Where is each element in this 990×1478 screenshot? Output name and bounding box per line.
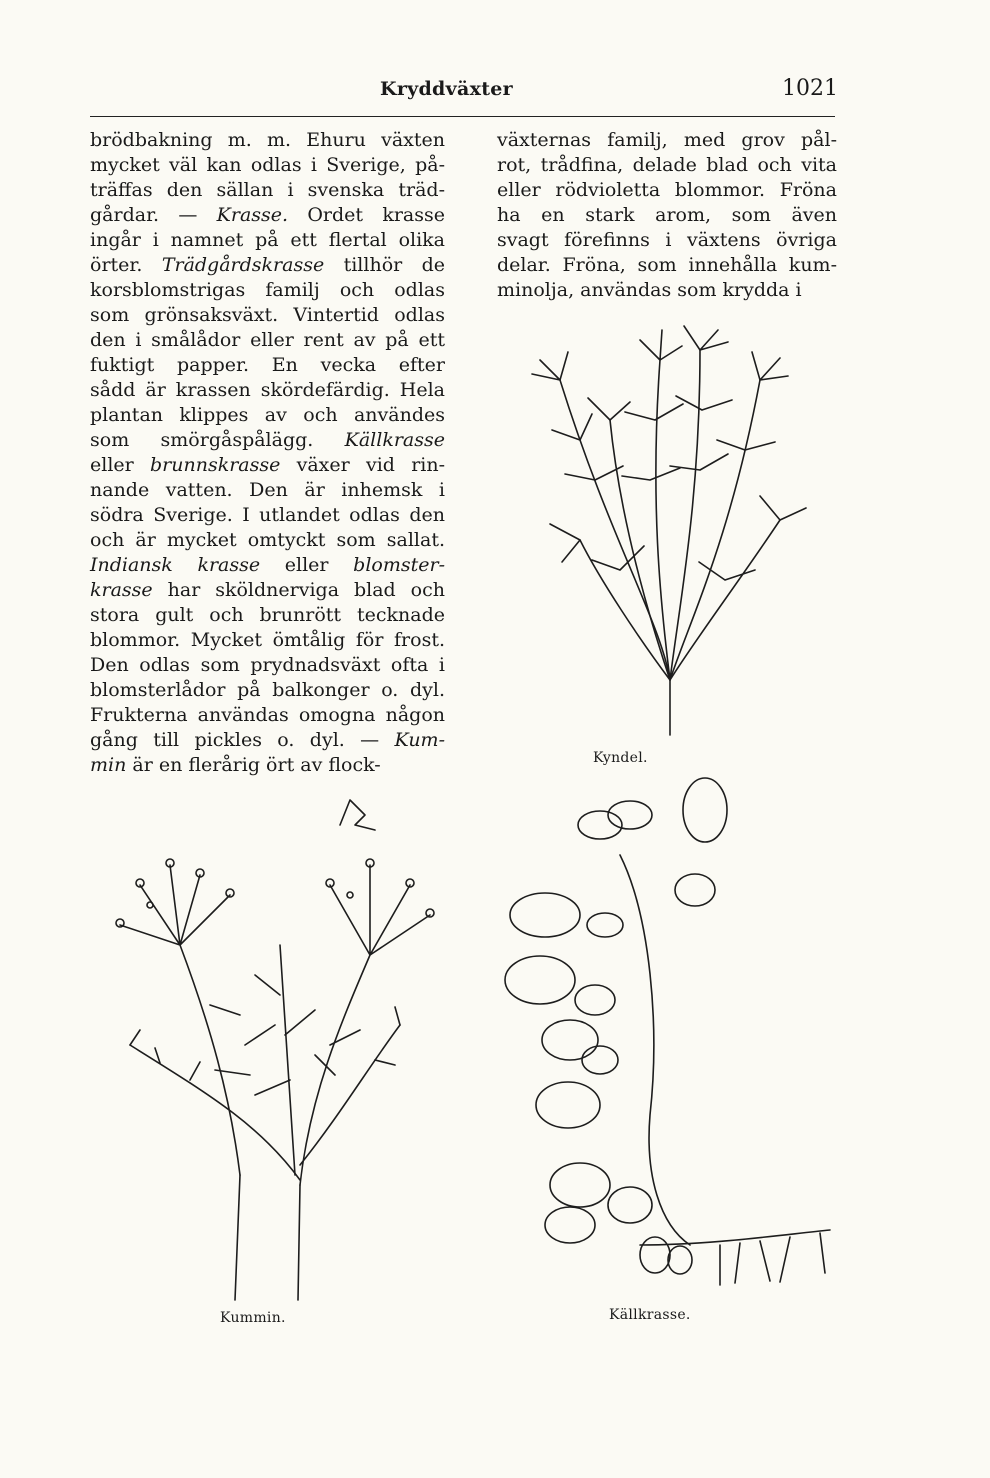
text-line: brödbakning m. m. Ehuru växten <box>90 129 445 151</box>
text-line: som smörgåspålägg. Källkrasse <box>90 429 445 451</box>
text-line: svagt förefinns i växtens övriga <box>497 229 837 251</box>
text-line: ingår i namnet på ett flertal olika <box>90 229 445 251</box>
text-line: södra Sverige. I utlandet odlas den <box>90 504 445 526</box>
running-header-title: Kryddväxter <box>380 78 513 100</box>
text-line: Indiansk krasse eller blomster- <box>90 554 445 576</box>
header-rule <box>90 116 835 117</box>
text-line: minolja, användas som krydda i <box>497 279 802 301</box>
text-line: örter. Trädgårdskrasse tillhör de <box>90 254 445 276</box>
text-line: som grönsaksväxt. Vintertid odlas <box>90 304 445 326</box>
kummin-caption: Kummin. <box>220 1310 286 1326</box>
right-text-column <box>497 128 837 303</box>
kallkrasse-illustration <box>490 775 850 1295</box>
kummin-illustration <box>90 795 450 1305</box>
text-line: gårdar. — Krasse. Ordet krasse <box>90 204 445 226</box>
text-line: nande vatten. Den är inhemsk i <box>90 479 445 501</box>
text-line: plantan klippes av och användes <box>90 404 445 426</box>
text-line: min är en flerårig ört av flock- <box>90 754 381 776</box>
text-line: Den odlas som prydnadsväxt ofta i <box>90 654 445 676</box>
text-line: träffas den sällan i svenska träd- <box>90 179 445 201</box>
text-line: gång till pickles o. dyl. — Kum- <box>90 729 445 751</box>
text-line: Frukterna användas omogna någon <box>90 704 445 726</box>
page-number: 1021 <box>782 76 838 101</box>
text-line: eller brunnskrasse växer vid rin- <box>90 454 446 476</box>
kallkrasse-caption: Källkrasse. <box>609 1307 691 1323</box>
text-line: blomsterlådor på balkonger o. dyl. <box>90 679 445 701</box>
text-line: rot, trådfina, delade blad och vita <box>497 154 837 176</box>
text-line: delar. Fröna, som innehålla kum- <box>497 254 837 276</box>
text-line: fuktigt papper. En vecka efter <box>90 354 445 376</box>
text-line: stora gult och brunrött tecknade <box>90 604 445 626</box>
text-line: växternas familj, med grov pål- <box>497 129 837 151</box>
left-text-column <box>90 128 445 778</box>
text-line: eller rödvioletta blommor. Fröna <box>497 179 837 201</box>
text-line: mycket väl kan odlas i Sverige, på- <box>90 154 445 176</box>
kyndel-illustration <box>510 320 820 740</box>
text-line: och är mycket omtyckt som sallat. <box>90 529 445 551</box>
text-line: blommor. Mycket ömtålig för frost. <box>90 629 445 651</box>
text-line: krasse har sköldnerviga blad och <box>90 579 445 601</box>
text-line: korsblomstrigas familj och odlas <box>90 279 445 301</box>
kyndel-caption: Kyndel. <box>593 750 648 766</box>
text-line: sådd är krassen skördefärdig. Hela <box>90 379 445 401</box>
text-line: ha en stark arom, som även <box>497 204 837 226</box>
text-line: den i smålådor eller rent av på ett <box>90 329 445 351</box>
